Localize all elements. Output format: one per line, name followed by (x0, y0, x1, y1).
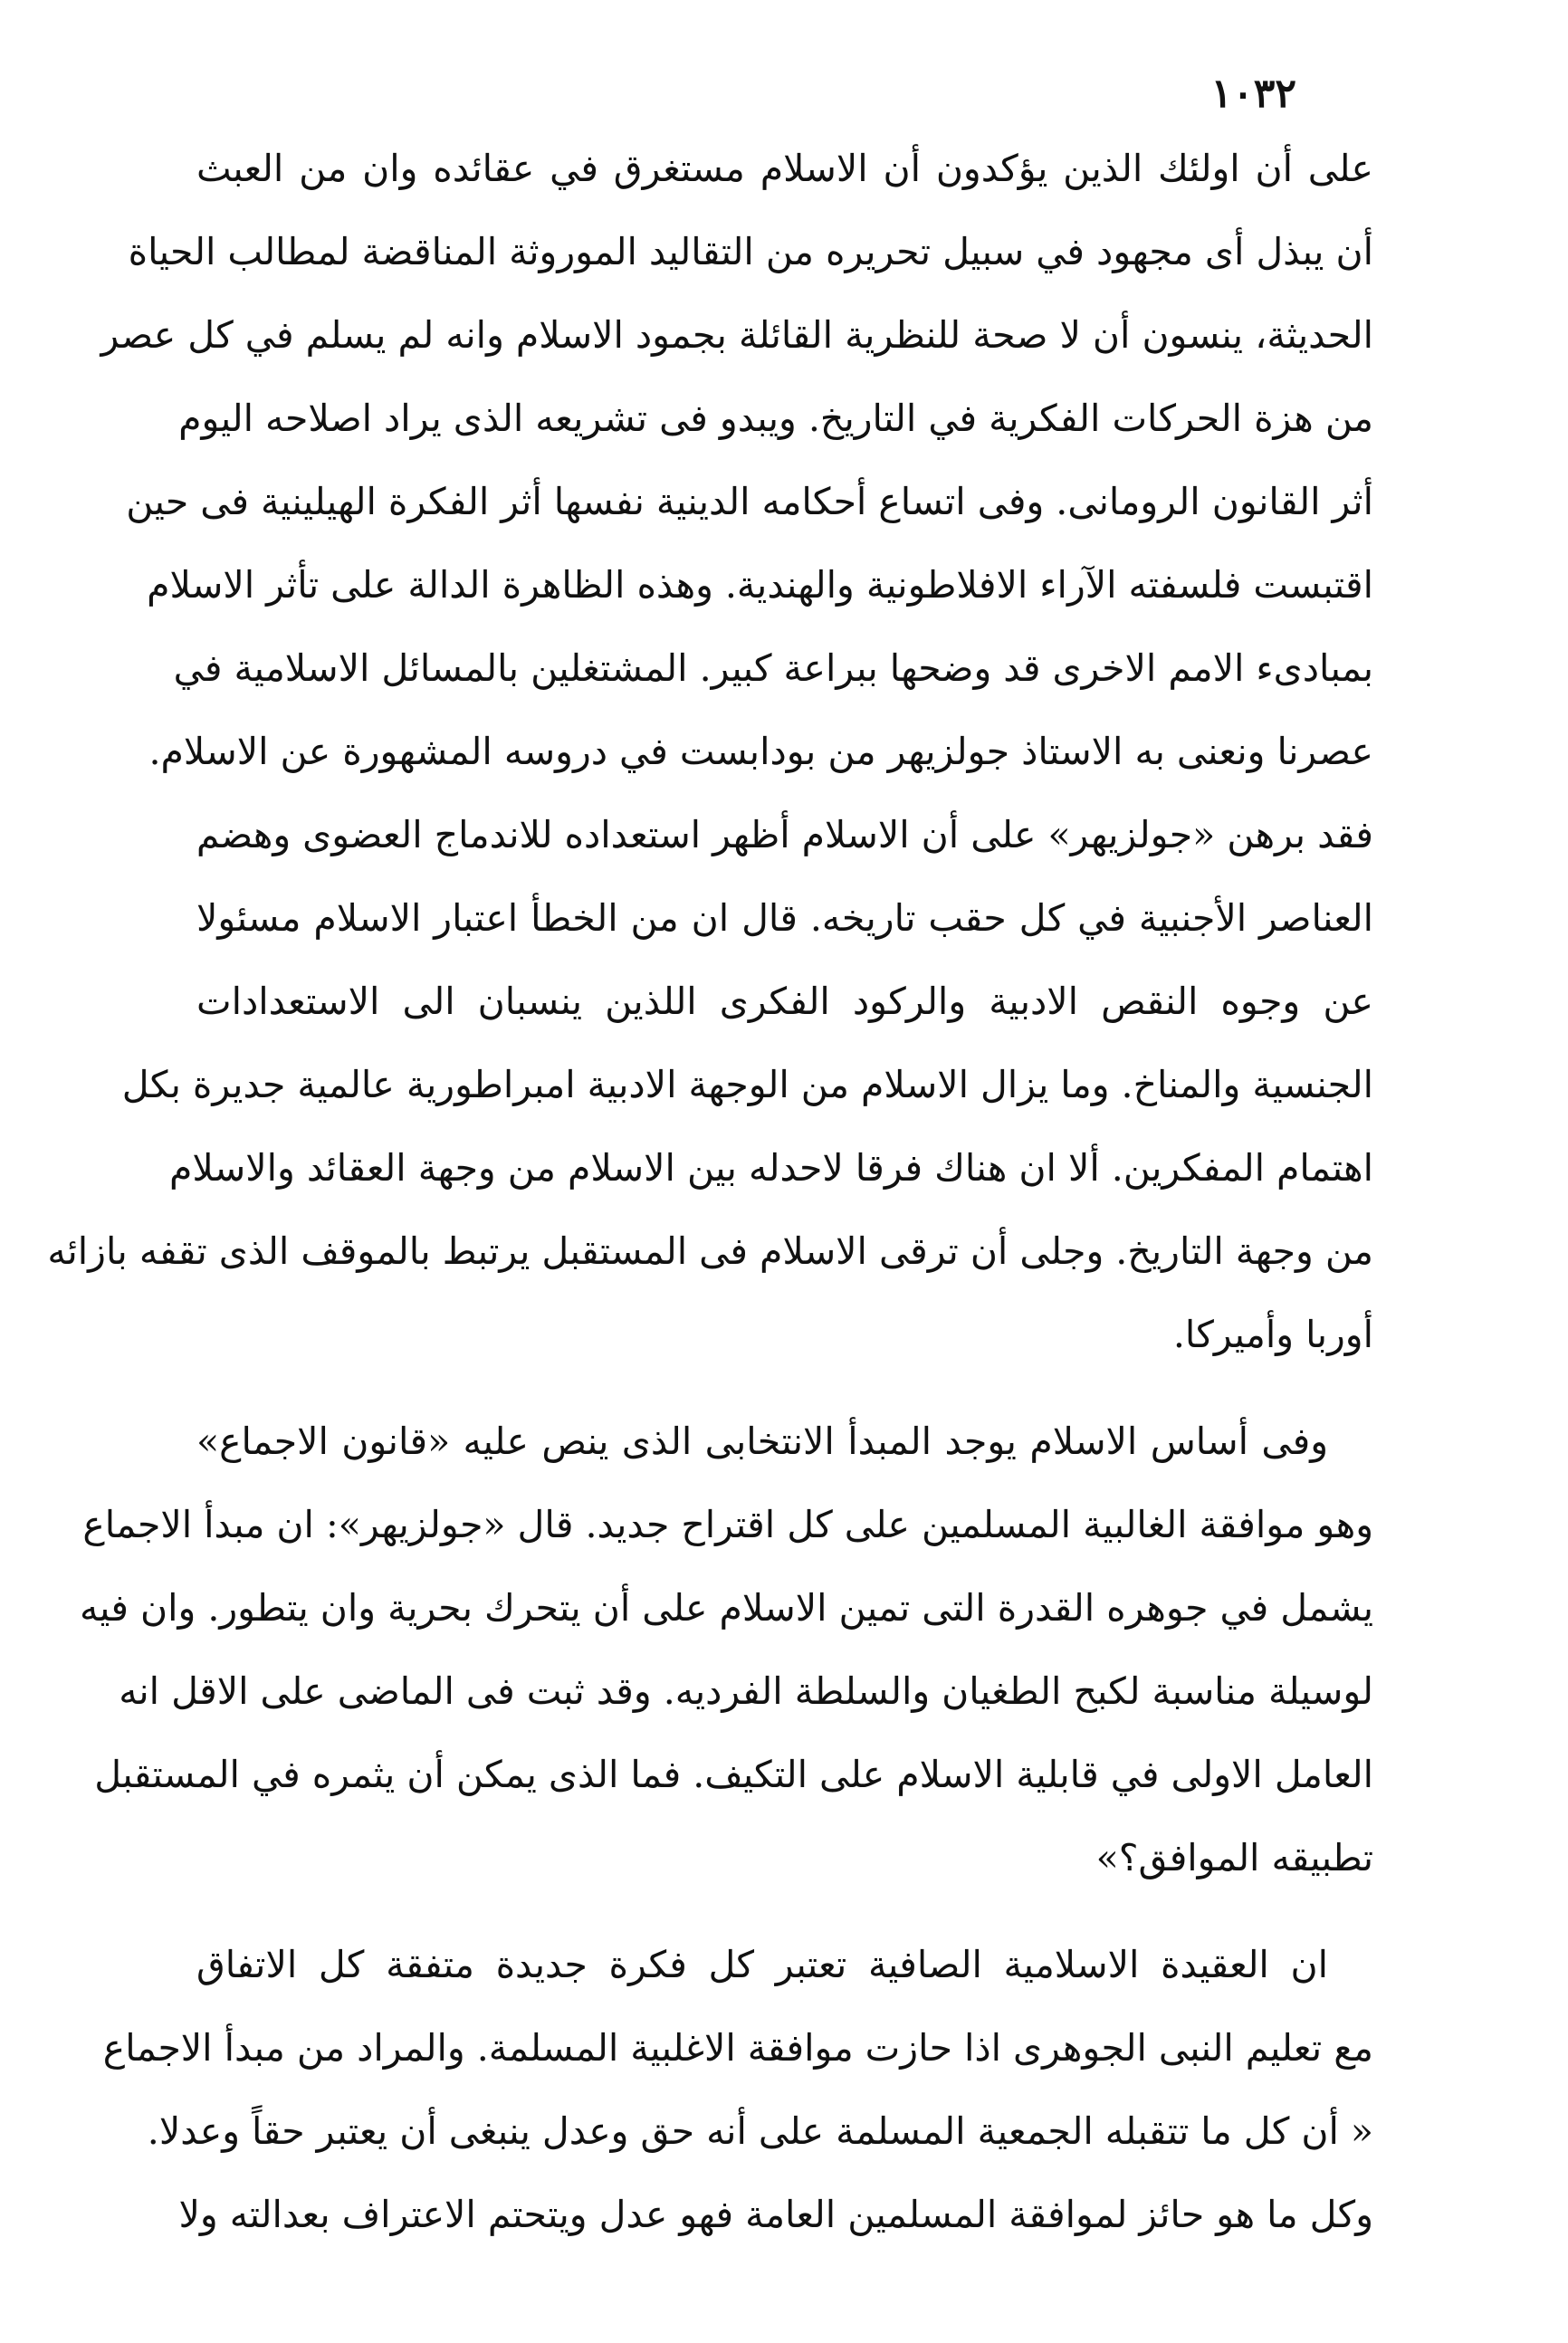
paragraph-spacer (196, 1899, 1373, 1923)
text-line: بمبادىء الامم الاخرى قد وضحها ببراعة كبير. المشتغلين بالمسائل الاسلامية في (173, 646, 1373, 690)
text-line: عصرنا ونعنى به الاستاذ جولزيهر من بودابست في دروسه المشهورة عن الاسلام. (148, 730, 1373, 773)
text-line: وهو موافقة الغالبية المسلمين على كل اقتراح جديد. قال «جولزيهر»: ان مبدأ الاجماع (82, 1503, 1373, 1546)
body-text (47, 127, 1373, 2256)
text-line: مع تعليم النبى الجوهرى اذا حازت موافقة الاغلبية المسلمة. والمراد من مبدأ الاجماع (102, 2026, 1373, 2070)
text-line: أن يبذل أى مجهود في سبيل تحريره من التقاليد الموروثة المناقضة لمطالب الحياة (128, 230, 1373, 273)
text-line: لوسيلة مناسبة لكبح الطغيان والسلطة الفرديه. وقد ثبت فى الماضى على الاقل انه (119, 1669, 1373, 1713)
text-line: من وجهة التاريخ. وجلى أن ترقى الاسلام فى المستقبل يرتبط بالموقف الذى تقفه بازائه (47, 1229, 1373, 1273)
text-line: وكل ما هو حائز لموافقة المسلمين العامة فهو عدل ويتحتم الاعتراف بعدالته ولا (178, 2193, 1373, 2236)
text-line: « أن كل ما تتقبله الجمعية المسلمة على أنه حق وعدل ينبغى أن يعتبر حقاً وعدلا. (147, 2109, 1373, 2153)
text-line: عن وجوه النقص الادبية والركود الفكرى اللذين ينسبان الى الاستعدادات (196, 980, 1373, 1023)
paragraph-1 (47, 127, 1373, 1376)
text-line: على أن اولئك الذين يؤكدون أن الاسلام مستغرق في عقائده وان من العبث (196, 147, 1373, 190)
text-line: من هزة الحركات الفكرية في التاريخ. ويبدو فى تشريعه الذى يراد اصلاحه اليوم (178, 397, 1373, 440)
paragraph-spacer (196, 1376, 1373, 1400)
text-line: أوربا وأميركا. (1172, 1313, 1373, 1356)
text-line: أثر القانون الرومانى. وفى اتساع أحكامه الدينية نفسها أثر الفكرة الهيلينية فى حين (126, 480, 1373, 523)
text-line: يشمل في جوهره القدرة التى تمين الاسلام على أن يتحرك بحرية وان يتطور. وان فيه (80, 1586, 1373, 1630)
text-line: الحديثة، ينسون أن لا صحة للنظرية القائلة بجمود الاسلام وانه لم يسلم في كل عصر (100, 313, 1373, 357)
text-line: تطبيقه الموافق؟» (1095, 1836, 1373, 1879)
page-number: ١٠٣٢ (1210, 71, 1296, 117)
paragraph-2 (80, 1400, 1373, 1899)
text-line: اهتمام المفكرين. ألا ان هناك فرقا لاحدله بين الاسلام من وجهة العقائد والاسلام (169, 1146, 1373, 1190)
paragraph-3 (102, 1923, 1373, 2256)
text-line: العامل الاولى في قابلية الاسلام على التكيف. فما الذى يمكن أن يثمره في المستقبل (94, 1753, 1373, 1796)
text-line: اقتبست فلسفته الآراء الافلاطونية والهندية. وهذه الظاهرة الدالة على تأثر الاسلام (147, 563, 1373, 607)
text-line: فقد برهن «جولزيهر» على أن الاسلام أظهر استعداده للاندماج العضوى وهضم (196, 813, 1373, 856)
text-line: العناصر الأجنبية في كل حقب تاريخه. قال ان من الخطأ اعتبار الاسلام مسئولا (196, 896, 1373, 940)
text-line: الجنسية والمناخ. وما يزال الاسلام من الوجهة الادبية امبراطورية عالمية جديرة بكل (121, 1063, 1373, 1106)
text-line: ان العقيدة الاسلامية الصافية تعتبر كل فكرة جديدة متفقة كل الاتفاق (196, 1943, 1328, 1986)
text-line: وفى أساس الاسلام يوجد المبدأ الانتخابى الذى ينص عليه «قانون الاجماع» (196, 1420, 1328, 1463)
